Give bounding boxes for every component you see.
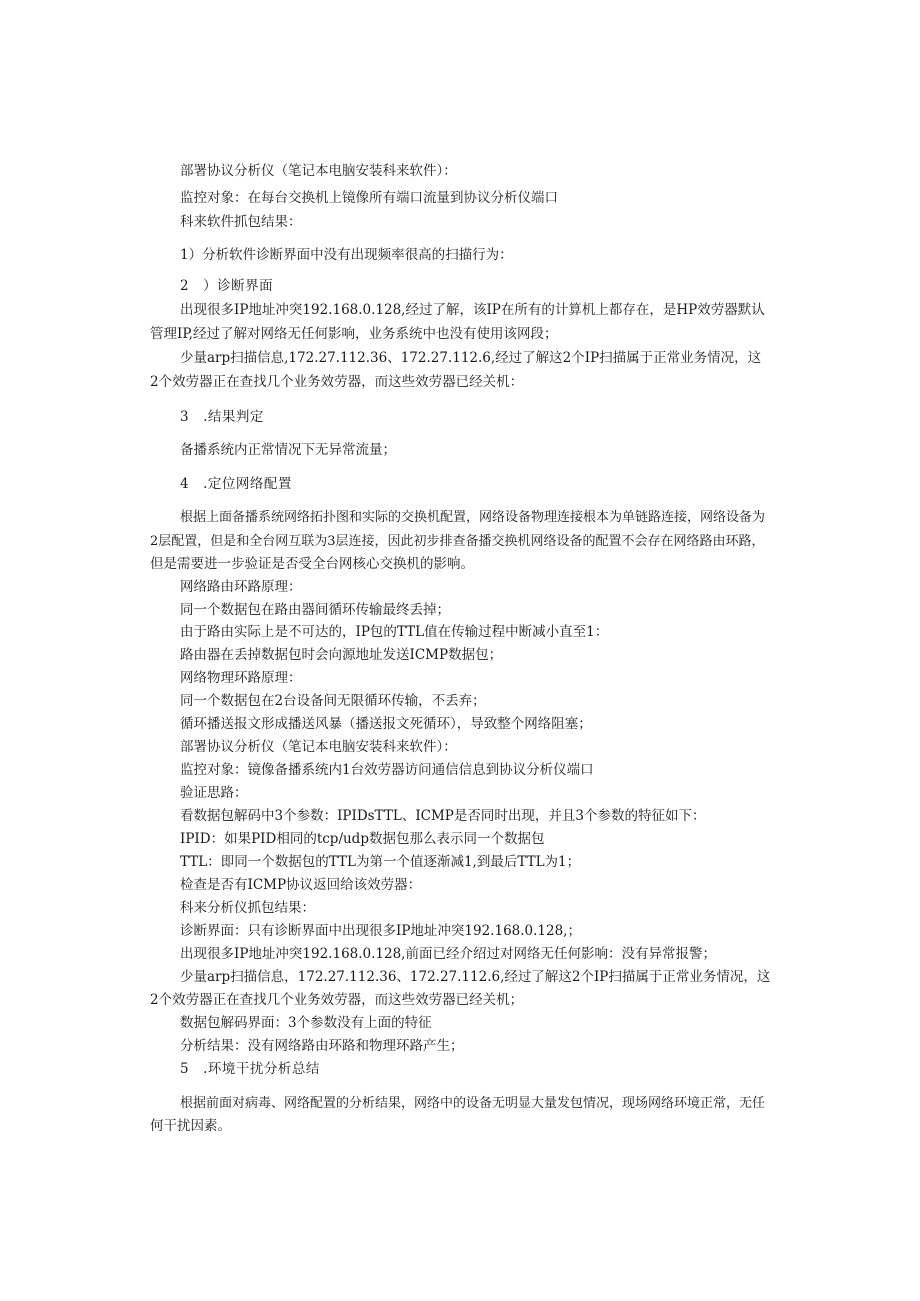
text-line-capture-results: 科来软件抓包结果： xyxy=(180,214,302,230)
text-line-monitor-target-2: 监控对象：镜像备播系统内1台效劳器访问通信信息到协议分析仪端口 xyxy=(180,762,594,778)
text-line-arp-scan-2-cont: 2个效劳器正在查找几个业务效劳器，而这些效劳器已经关机； xyxy=(150,992,524,1008)
text-line-arp-scan-cont: 2个效劳器正在查找几个业务效劳器，而这些效劳器已经关机： xyxy=(150,374,524,390)
text-line-arp-scan: 少量arp扫描信息,172.27.112.36、172.27.112.6,经过了解这2个IP扫描属于正常业务情况，这 xyxy=(180,350,762,366)
section-heading-2: 2 ）诊断界面 xyxy=(180,278,274,294)
text-line-ip-conflict: 出现很多IP地址冲突192.168.0.128,经过了解，该IP在所有的计算机上都存在，是HP效劳器默认 xyxy=(180,302,765,318)
text-line-icmp-check: 检查是否有ICMP协议返回给该效劳器： xyxy=(180,877,422,893)
text-line-verify-approach: 验证思路： xyxy=(180,785,248,801)
text-line-routing-loop-principle: 网络路由环路原理： xyxy=(180,579,302,595)
section-heading-5: 5 .环境干扰分析总结 xyxy=(180,1061,320,1077)
text-line-deploy-analyzer-2: 部署协议分析仪（笔记本电脑安装科来软件）： xyxy=(180,739,457,755)
text-line-arp-scan-2: 少量arp扫描信息，172.27.112.36、172.27.112.6,经过了解这2个IP扫描属于正常业务情况，这 xyxy=(180,969,771,985)
section-heading-3: 3 .结果判定 xyxy=(180,409,264,425)
text-line-summary-cont: 何干扰因素。 xyxy=(150,1118,231,1134)
text-line-monitor-target: 监控对象：在每台交换机上镜像所有端口流量到协议分析仪端口 xyxy=(180,190,558,206)
text-line-ip-conflict-2: 出现很多IP地址冲突192.168.0.128,前面已经介绍过对网络无任何影响：没有异常报警； xyxy=(180,946,716,962)
text-line-physical-loop-2: 循环播送报文形成播送风暴（播送报文死循环），导致整个网络阻塞； xyxy=(180,716,592,732)
text-line-deploy-analyzer: 部署协议分析仪（笔记本电脑安装科来软件）： xyxy=(180,163,457,179)
text-line-three-params: 看数据包解码中3个参数：IPIDsTTL、ICMP是否同时出现，并且3个参数的特征如下： xyxy=(180,808,706,824)
text-line-no-abnormal: 备播系统内正常情况下无异常流量； xyxy=(180,442,396,458)
text-line-topology-cont2: 但是需要进一步验证是否受全台网核心交换机的影响。 xyxy=(150,556,474,572)
text-line-analysis-result: 分析结果：没有网络路由环路和物理环路产生； xyxy=(180,1038,464,1054)
text-line-diagnosis-view: 诊断界面：只有诊断界面中出现很多IP地址冲突192.168.0.128,； xyxy=(180,923,581,939)
text-line-physical-loop-principle: 网络物理环路原理： xyxy=(180,670,302,686)
text-line-ip-conflict-cont: 管理IP,经过了解对网络无任何影响，业务系统中也没有使用该网段； xyxy=(150,326,558,342)
text-line-routing-loop-2: 由于路由实际上是不可达的，IP包的TTL值在传输过程中断减小直至1： xyxy=(180,624,609,640)
text-line-physical-loop-1: 同一个数据包在2台设备间无限循环传输，不丢弃； xyxy=(180,693,486,709)
text-line-topology-cont1: 2层配置，但是和全台网互联为3层连接，因此初步排查备播交换机网络设备的配置不会存在网络路由环路， xyxy=(150,534,765,549)
text-line-ipid: IPID：如果PID相同的tcp/udp数据包那么表示同一个数据包 xyxy=(180,831,545,847)
section-heading-4: 4 .定位网络配置 xyxy=(180,476,292,492)
text-line-topology: 根据上面备播系统网络拓扑图和实际的交换机配置，网络设备物理连接根本为单链路连接，网络设备为 xyxy=(180,510,766,525)
text-line-analyzer-results: 科来分析仪抓包结果： xyxy=(180,900,315,916)
text-line-summary: 根据前面对病毒、网络配置的分析结果，网络中的设备无明显大量发包情况，现场网络环境正常，无任 xyxy=(180,1096,766,1111)
text-line-routing-loop-1: 同一个数据包在路由器间循环传输最终丢掉； xyxy=(180,602,450,618)
text-line-routing-loop-3: 路由器在丢掉数据包时会向源地址发送ICMP数据包； xyxy=(180,647,503,663)
text-line-ttl: TTL：即同一个数据包的TTL为第一个值逐渐减1,到最后TTL为1； xyxy=(180,854,581,870)
text-line-item-1: 1）分析软件诊断界面中没有出现频率很高的扫描行为： xyxy=(180,247,513,263)
text-line-decode-view: 数据包解码界面：3个参数没有上面的特征 xyxy=(180,1015,432,1031)
